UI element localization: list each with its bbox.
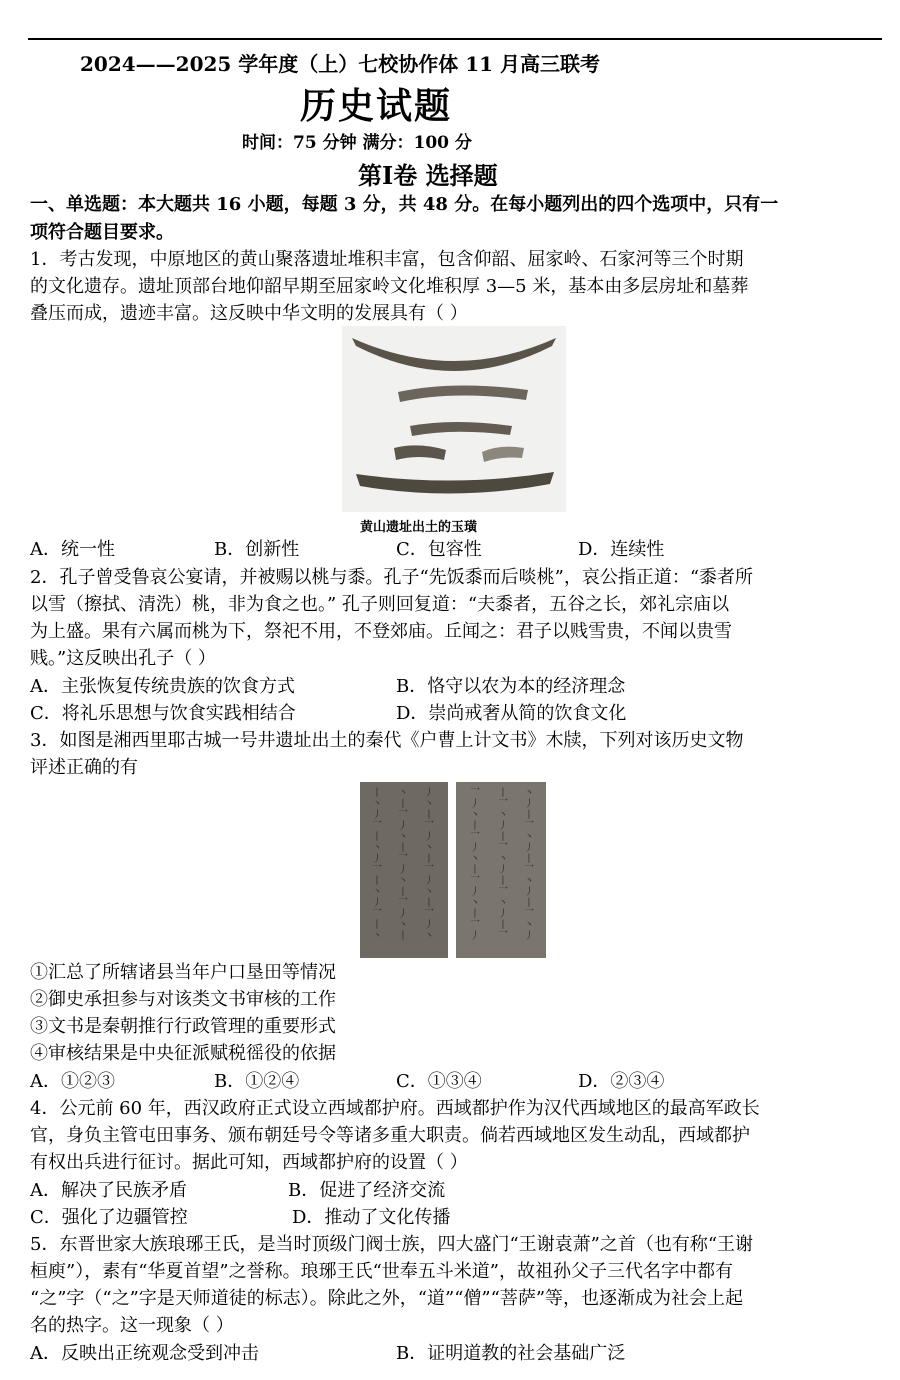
jade-arc-bottom — [356, 472, 554, 494]
q5-stem-line-1: 5．东晋世家大族琅琊王氏，是当时顶级门阀士族，四大盛门“王谢袁萧”之首（也有称“王谢 — [30, 1234, 754, 1255]
q3-option-b: B．①②④ — [214, 1071, 300, 1092]
q2-stem-line-3: 为上盛。果有六属而桃为下，祭祀不用，不登郊庙。丘闻之：君子以贱雪贵，不闻以贵雪 — [30, 621, 732, 642]
instructions-line-2: 项符合题目要求。 — [30, 222, 174, 243]
q1-stem-line-1: 1．考古发现，中原地区的黄山聚落遗址堆积丰富，包含仰韶、屈家岭、石家河等三个时期 — [30, 249, 744, 270]
jade-piece-2 — [398, 385, 528, 402]
q1-option-c: C．包容性 — [396, 539, 482, 560]
q3-option-d: D．②③④ — [578, 1071, 665, 1092]
time-info: 时间：75 分钟 满分：100 分 — [242, 133, 472, 153]
jade-huang-drawing — [342, 326, 566, 512]
section-title: 第Ⅰ卷 选择题 — [358, 161, 498, 190]
q2-stem-line-4: 贱。”这反映出孔子（ ） — [30, 648, 216, 669]
q1-stem-line-3: 叠压而成，遗迹丰富。这反映中华文明的发展具有（ ） — [30, 303, 468, 324]
q2-option-d: D．崇尚戒奢从简的饮食文化 — [396, 703, 627, 724]
subject-title: 历史试题 — [300, 85, 453, 127]
wooden-tablet-back: 乛丿丶丨乛丿丶丨乛丿丶丨乛丿 丨乛丶丿丨乛丶丿丨乛丶丿丨乛 丶丿丨乛丶丿丨乛丶丿丨乛丶丿 — [456, 782, 546, 958]
q4-option-b: B．促进了经济交流 — [288, 1180, 446, 1201]
q5-stem-line-4: 名的热字。这一现象（ ） — [30, 1315, 234, 1336]
q3-option-a: A．①②③ — [30, 1071, 115, 1092]
q5-option-a: A．反映出正统观念受到冲击 — [30, 1343, 259, 1364]
q2-stem-line-2: 以雪（擦拭、清洗）桃，非为食之也。” 孔子则回复道：“夫黍者，五谷之长，郊礼宗庙以 — [30, 594, 730, 615]
q2-option-b: B．恪守以农为本的经济理念 — [396, 676, 626, 697]
q2-stem-line-1: 2．孔子曾受鲁哀公宴请，并被赐以桃与黍。孔子“先饭黍而后啖桃”，哀公指正道：“黍者所 — [30, 567, 754, 588]
exam-title: 2024——2025 学年度（上）七校协作体 11 月高三联考 — [80, 52, 601, 76]
q1-option-d: D．连续性 — [578, 539, 665, 560]
top-rule — [28, 38, 882, 40]
q3-option-c: C．①③④ — [396, 1071, 482, 1092]
q4-stem-line-2: 官，身负主管屯田事务、颁布朝廷号令等诸多重大职责。倘若西域地区发生动乱，西域都护 — [30, 1125, 750, 1146]
q3-statement-2: ②御史承担参与对该类文书审核的工作 — [30, 989, 336, 1010]
q4-option-d: D．推动了文化传播 — [292, 1207, 451, 1228]
wooden-tablet-front: 丨丶丿乛丨丶丿乛丨丶丿乛丨丶 丶丨乛丿丶丨乛丿丶丨乛丿丶丨 丿丶丨乛丿丶丨乛丿丶丨乛丿丶 — [360, 782, 448, 958]
q4-option-c: C．强化了边疆管控 — [30, 1207, 188, 1228]
q4-stem-line-3: 有权出兵进行征讨。据此可知，西域都护府的设置（ ） — [30, 1152, 468, 1173]
q5-stem-line-2: 桓庾”），素有“华夏首望”之誉称。琅琊王氏“世奉五斗米道”，故祖孙父子三代名字中都有 — [30, 1261, 734, 1282]
q2-option-a: A．主张恢复传统贵族的饮食方式 — [30, 676, 295, 697]
q4-stem-line-1: 4．公元前 60 年，西汉政府正式设立西域都护府。西域都护作为汉代西域地区的最高军政长 — [30, 1098, 760, 1119]
jade-arc-top — [352, 338, 556, 371]
instructions-line-1: 一、单选题：本大题共 16 小题，每题 3 分，共 48 分。在每小题列出的四个选项中，只有一 — [30, 194, 779, 215]
q3-statement-4: ④审核结果是中央征派赋税徭役的依据 — [30, 1043, 336, 1064]
jade-piece-4a — [394, 445, 446, 460]
q1-stem-line-2: 的文化遗存。遗址顶部台地仰韶早期至屈家岭文化堆积厚 3—5 米，基本由多层房址和墓葬 — [30, 276, 749, 297]
q1-option-b: B．创新性 — [214, 539, 300, 560]
q2-option-c: C．将礼乐思想与饮食实践相结合 — [30, 703, 296, 724]
q3-stem-line-2: 评述正确的有 — [30, 757, 138, 778]
q5-stem-line-3: “之”字（“之”字是天师道徒的标志）。除此之外，“道”“僧”“菩萨”等，也逐渐成为社会上起 — [30, 1288, 744, 1309]
q3-stem-line-1: 3．如图是湘西里耶古城一号井遗址出土的秦代《户曹上计文书》木牍，下列对该历史文物 — [30, 730, 744, 751]
q3-statement-3: ③文书是秦朝推行行政管理的重要形式 — [30, 1016, 336, 1037]
q3-statement-1: ①汇总了所辖诸县当年户口垦田等情况 — [30, 962, 336, 983]
jade-piece-4b — [482, 447, 524, 462]
jade-piece-3 — [410, 422, 512, 436]
q1-figure-caption: 黄山遗址出土的玉璜 — [360, 520, 478, 535]
jade-huang-image — [342, 326, 566, 512]
q1-option-a: A．统一性 — [30, 539, 115, 560]
q4-option-a: A．解决了民族矛盾 — [30, 1180, 187, 1201]
q5-option-b: B．证明道教的社会基础广泛 — [396, 1343, 626, 1364]
wooden-tablet-image — [360, 782, 550, 958]
